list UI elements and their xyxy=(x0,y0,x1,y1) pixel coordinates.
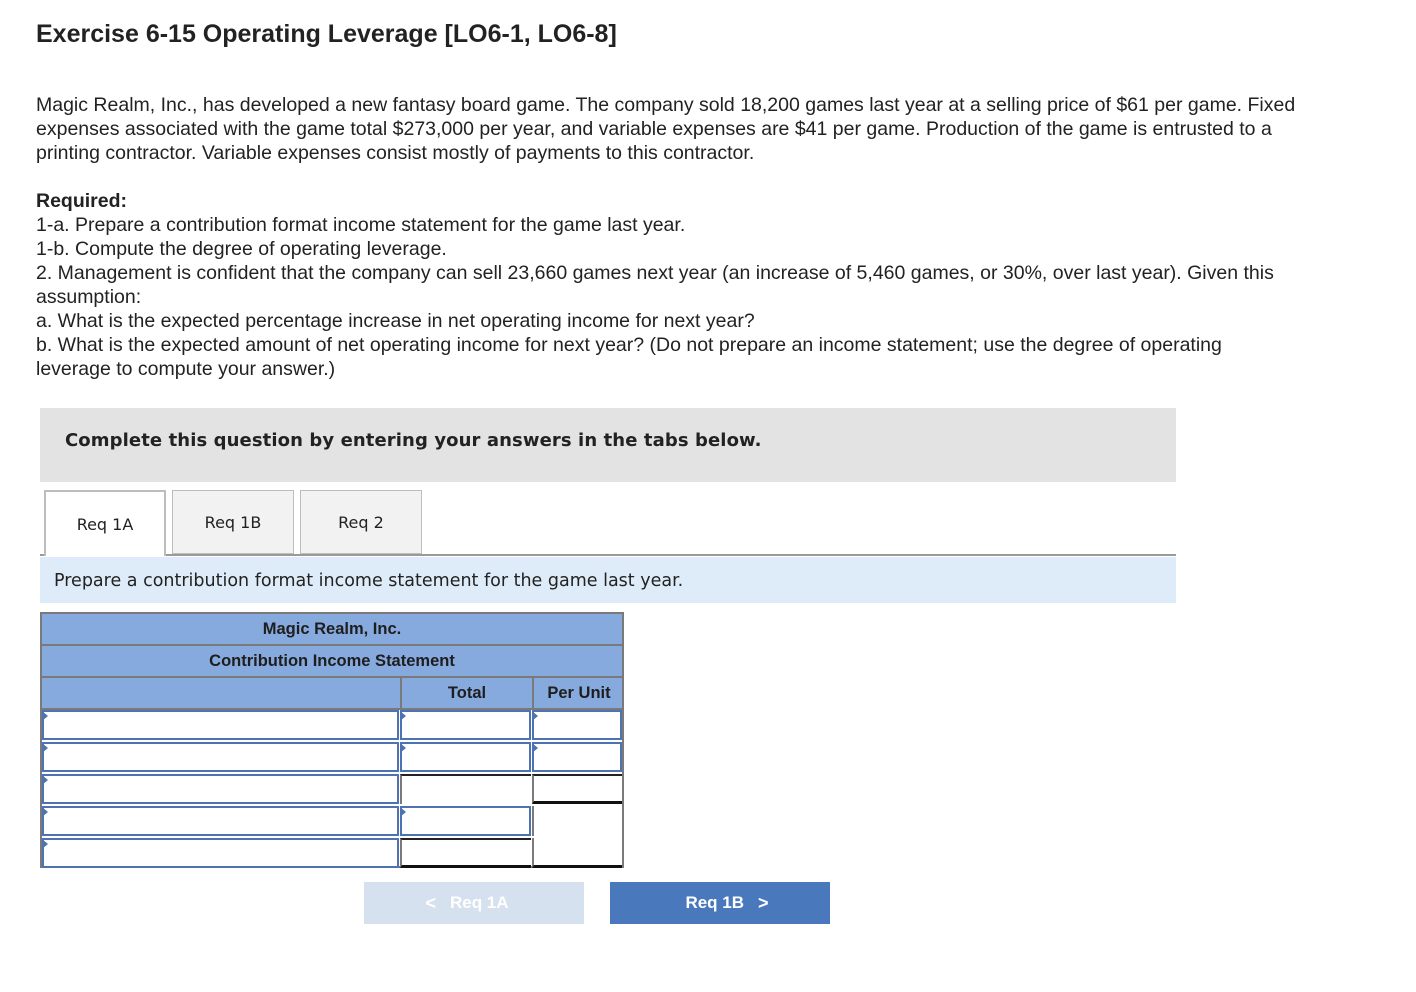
row-1-per-unit-input[interactable] xyxy=(532,710,622,740)
dropdown-marker-icon xyxy=(42,711,48,721)
input-marker-icon xyxy=(532,711,538,721)
required-item-2b: b. What is the expected amount of net operating income for next year? (Do not prepare an income statement; use the degree of operating leverage to compute your answer.) xyxy=(36,334,1222,380)
tab-req-2[interactable]: Req 2 xyxy=(300,490,422,554)
row-5-label-dropdown[interactable] xyxy=(42,838,399,868)
row-5-total-value xyxy=(400,838,531,868)
input-marker-icon xyxy=(400,711,406,721)
next-tab-label: Req 1B xyxy=(685,893,745,912)
prev-tab-label: Req 1A xyxy=(449,893,509,912)
row-3-label-dropdown[interactable] xyxy=(42,774,399,804)
next-tab-button[interactable] xyxy=(610,882,830,924)
required-item-2a: a. What is the expected percentage increase in net operating income for next year? xyxy=(36,310,755,332)
column-header-per-unit: Per Unit xyxy=(532,678,624,708)
row-4-total-input[interactable] xyxy=(400,806,531,836)
tab-req-1b[interactable]: Req 1B xyxy=(172,490,294,554)
instruction-text: Complete this question by entering your answers in the tabs below. xyxy=(65,430,762,451)
chevron-left-icon: < xyxy=(425,892,436,913)
dropdown-marker-icon xyxy=(42,775,48,785)
problem-description: Magic Realm, Inc., has developed a new fantasy board game. The company sold 18,200 games last year at a selling price of $61 per game. Fixed expenses associated with the game total $273,000 per year, and variable expenses are $41 per game. Production of the game is entrusted to a printing contractor. Variable expenses consist mostly of payments to this contractor. xyxy=(36,94,1296,164)
required-section xyxy=(36,189,1296,381)
row-2-label-dropdown[interactable] xyxy=(42,742,399,772)
page-title: Exercise 6-15 Operating Leverage [LO6-1, LO6-8] xyxy=(36,20,617,48)
dropdown-marker-icon xyxy=(42,743,48,753)
input-marker-icon xyxy=(400,807,406,817)
income-statement-table xyxy=(40,612,624,868)
tabs-divider xyxy=(40,554,1176,556)
input-marker-icon xyxy=(532,743,538,753)
tab-panel-header xyxy=(40,557,1176,603)
required-item-2: 2. Management is confident that the company can sell 23,660 games next year (an increase of 5,460 games, or 30%, over last year). Given this assumption: xyxy=(36,262,1274,308)
row-1-label-dropdown[interactable] xyxy=(42,710,399,740)
required-heading: Required: xyxy=(36,190,128,212)
statement-column-header-row xyxy=(42,678,622,710)
required-item-1a: 1-a. Prepare a contribution format income statement for the game last year. xyxy=(36,214,686,236)
required-item-1b: 1-b. Compute the degree of operating leverage. xyxy=(36,238,447,260)
row-3-total-value xyxy=(400,774,531,804)
prev-tab-button[interactable] xyxy=(364,882,584,924)
row-4-label-dropdown[interactable] xyxy=(42,806,399,836)
row-3-per-unit-value xyxy=(532,774,622,804)
column-header-total: Total xyxy=(400,678,532,708)
dropdown-marker-icon xyxy=(42,807,48,817)
tab-req-1a[interactable]: Req 1A xyxy=(44,490,166,556)
tab-panel-prompt: Prepare a contribution format income statement for the game last year. xyxy=(54,571,684,591)
chevron-right-icon: > xyxy=(758,892,769,913)
input-marker-icon xyxy=(400,743,406,753)
row-2-total-input[interactable] xyxy=(400,742,531,772)
statement-title: Contribution Income Statement xyxy=(42,646,622,678)
instruction-banner xyxy=(40,408,1176,482)
statement-company-name: Magic Realm, Inc. xyxy=(42,614,622,646)
row-4-per-unit-value xyxy=(532,806,622,836)
dropdown-marker-icon xyxy=(42,839,48,849)
row-5-per-unit-value xyxy=(532,838,622,868)
row-1-total-input[interactable] xyxy=(400,710,531,740)
row-2-per-unit-input[interactable] xyxy=(532,742,622,772)
